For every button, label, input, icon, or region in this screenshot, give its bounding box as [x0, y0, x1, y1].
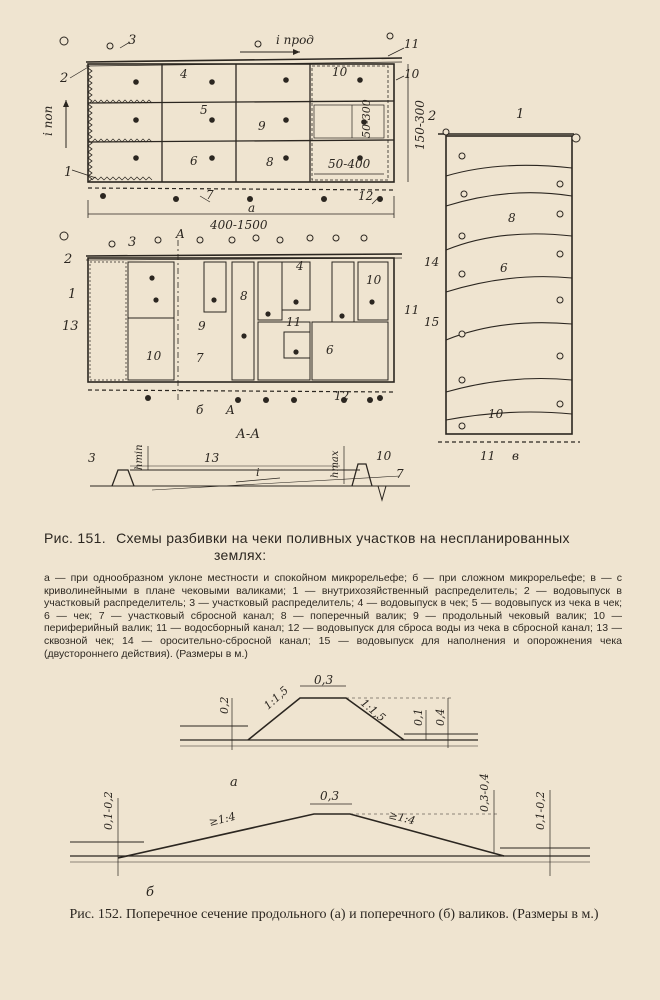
section-aa: [88, 427, 410, 500]
b-label-3: 3: [128, 235, 137, 250]
aa-label-10: 10: [376, 449, 392, 463]
a152-dim-h-right2: 0,4: [434, 708, 447, 726]
b-section-a-bottom: A: [226, 403, 235, 417]
b-label-7: 7: [196, 351, 204, 365]
a-dim-width: 150-300: [413, 100, 427, 150]
b152-dim-left-slope: ≥1:4: [207, 809, 237, 829]
a-label-8: 8: [266, 155, 274, 169]
aa-label-hmin: hmin: [134, 444, 145, 470]
b152-dim-right-slope: ≥1:4: [387, 808, 417, 828]
b152-dim-h-left: 0,1-0,2: [102, 791, 115, 830]
scheme-v: [424, 107, 580, 463]
a152-letter: а: [230, 775, 238, 790]
figure-151-legend: а — при однообразном уклоне местности и спокойном микрорельефе; б — при сложном микрорельефе; в — с криволинейными в плане чековыми валиками; 1 — внутрихозяйственный распределитель; 2 — водовыпуск в участковый распределитель; 3 — участковый распределитель; 4 — водовыпуск в чек; 5 — водовыпуск из чека в чек; 6 — чек; 7 — участковый сбросной канал; 8 — поперечный валик; 9 — продольный чековый валик; 10 — периферийный валик; 11 — водосборный канал; 12 — водовыпуск для сброса воды из чека в сбросной канал; 13 — сквозной чек; 14 — оросительно-сбросной канал; 15 — водовыпуск для наполнения и опорожнения чека (двустороннего действия). (Размеры в м.): [44, 572, 622, 660]
b152-dim-top: 0,3: [320, 789, 340, 803]
scheme-b: [60, 227, 419, 417]
figure-152-a: [180, 673, 478, 790]
b-label-11b: 11: [286, 315, 302, 329]
b152-letter: б: [146, 885, 154, 900]
a-label-4: 4: [180, 67, 188, 81]
figure-151-caption-label: Рис. 151.: [44, 530, 106, 546]
aa-label-3: 3: [88, 451, 96, 465]
v-label-15: 15: [424, 315, 440, 329]
figure-152-caption-label: Рис. 152.: [69, 907, 123, 922]
v-label-2: 2: [428, 109, 437, 124]
aa-label-i: i: [256, 466, 260, 479]
aa-label-hmax: hmax: [330, 450, 341, 478]
a-letter: а: [248, 201, 256, 215]
figure-151-caption-title-2: землях:: [214, 547, 267, 563]
aa-label-13: 13: [204, 451, 220, 465]
a-dim-inner-length: 50-400: [328, 157, 371, 171]
a-label-iprod: i прод: [276, 33, 314, 47]
a-label-6: 6: [190, 154, 198, 168]
a-label-10b: 10: [404, 67, 420, 81]
a-label-11: 11: [404, 37, 420, 51]
a-label-1: 1: [64, 165, 73, 180]
a-label-3: 3: [128, 33, 137, 48]
b-label-10b: 10: [146, 349, 162, 363]
b-section-a-top: A: [176, 227, 185, 241]
v-label-8: 8: [508, 211, 516, 225]
aa-title: А-А: [236, 427, 261, 442]
v-label-11: 11: [480, 449, 496, 463]
b-label-6: 6: [326, 343, 334, 357]
figure-151-caption-title: Схемы разбивки на чеки поливных участков на неспланированных: [116, 530, 570, 546]
v-label-1: 1: [516, 107, 525, 122]
a152-dim-h-right1: 0,1: [412, 708, 425, 726]
a152-dim-h-left: 0,2: [218, 696, 231, 714]
b-letter: б: [196, 403, 204, 417]
v-label-6: 6: [500, 261, 508, 275]
b-label-11: 11: [404, 303, 420, 317]
b-label-2: 2: [64, 252, 73, 267]
b-label-10: 10: [366, 273, 382, 287]
figure-152-caption-text: Поперечное сечение продольного (а) и поперечного (б) валиков. (Размеры в м.): [125, 907, 599, 922]
a152-dim-left-slope: 1:1,5: [261, 683, 291, 713]
a-label-5: 5: [200, 103, 208, 117]
a-label-9: 9: [258, 119, 266, 133]
a-dim-length: 400-1500: [210, 218, 268, 232]
a-label-12: 12: [358, 189, 374, 203]
figure-152-b: [70, 773, 590, 900]
figure-152-caption: [44, 906, 624, 923]
b-label-13: 13: [62, 319, 79, 334]
a-label-ipop: i поп: [41, 105, 55, 136]
b-label-8: 8: [240, 289, 248, 303]
a152-dim-top: 0,3: [314, 673, 334, 687]
b-label-4: 4: [296, 259, 304, 273]
a152-dim-right-slope: 1:1,5: [358, 696, 389, 725]
b-label-12: 12: [334, 389, 350, 403]
a-dim-inner-width: 50-300: [360, 99, 373, 138]
b152-dim-h-mid: 0,3-0,4: [478, 773, 491, 812]
a-label-10: 10: [332, 65, 348, 79]
b-label-9: 9: [198, 319, 206, 333]
b152-dim-h-right: 0,1-0,2: [534, 791, 547, 830]
a-label-2: 2: [60, 71, 69, 86]
aa-label-7: 7: [396, 467, 404, 481]
a-label-7: 7: [206, 188, 214, 202]
v-label-10: 10: [488, 407, 504, 421]
scheme-a: [41, 33, 427, 232]
v-label-14: 14: [424, 255, 440, 269]
b-label-1: 1: [68, 287, 77, 302]
figure-151-caption: [44, 530, 624, 564]
v-letter: в: [512, 449, 519, 463]
